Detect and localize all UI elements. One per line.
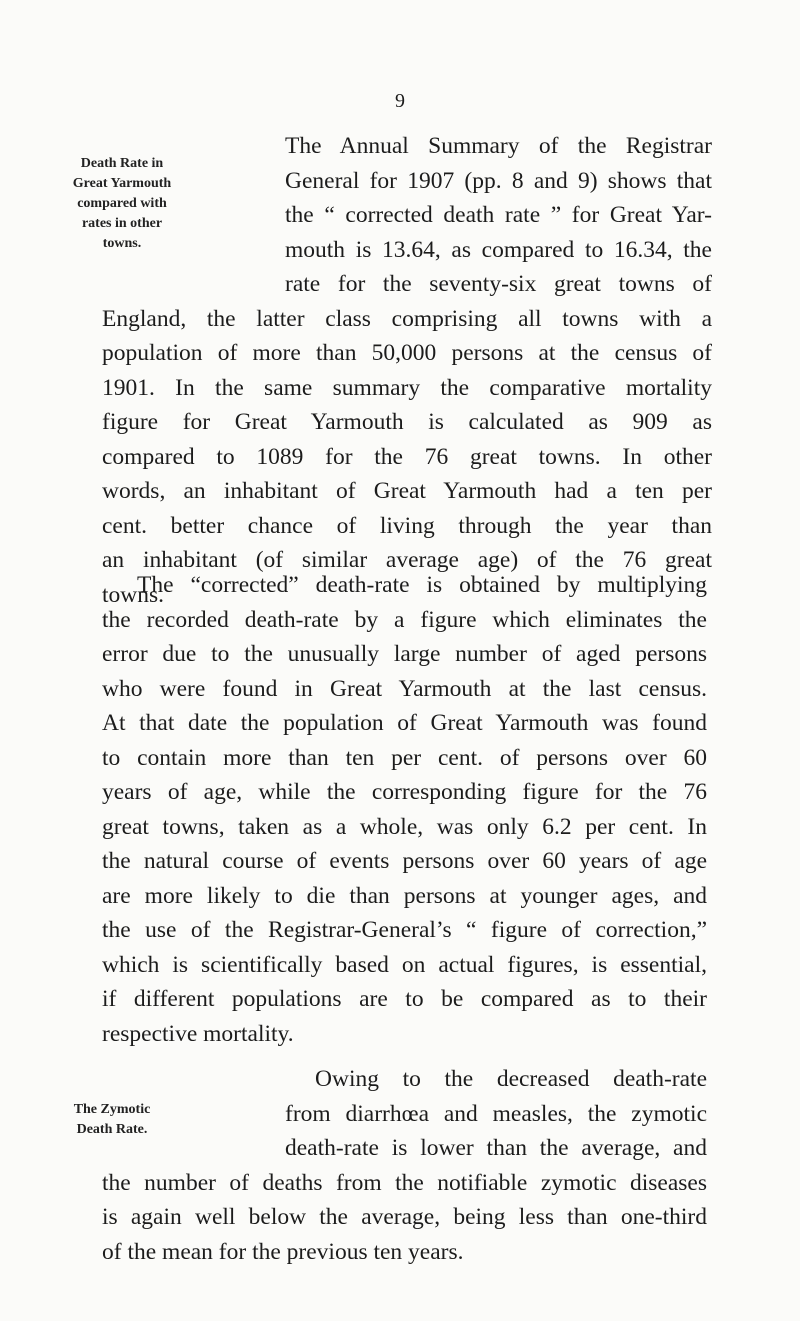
text-line: the use of the Registrar-General’s “ figure of correction,” [102,917,707,943]
text-line: of the mean for the previous ten years. [102,1238,464,1265]
text-line: the recorded death-rate by a figure which eliminates the [102,606,707,633]
text-line: The Annual Summary of the Registrar [285,133,712,159]
text-line: words, an inhabitant of Great Yarmouth had a ten per [102,478,712,504]
text-line: population of more than 50,000 persons at the census of [102,340,712,366]
text-line: figure for Great Yarmouth is calculated as 909 as [102,409,712,435]
paragraph-death-rate-comparison [102,129,712,612]
text-line: the “ corrected death rate ” for Great Yar- [285,202,712,228]
text-line: are more likely to die than persons at younger ages, and [102,882,707,909]
text-line: the natural course of events persons over 60 years of age [102,848,707,874]
text-line: which is scientifically based on actual figures, is essential, [102,951,707,978]
text-line: The “corrected” death-rate is obtained by multiplying [137,572,707,598]
text-line: At that date the population of Great Yarmouth was found [102,710,707,736]
text-line: cent. better chance of living through the year than [102,512,712,539]
text-line: an inhabitant (of similar average age) of the 76 great [102,547,712,573]
text-line: great towns, taken as a whole, was only 6.2 per cent. In [102,813,707,840]
page-number: 9 [395,90,405,112]
margin-note-line: towns. [102,236,142,251]
margin-note-line: Great Yarmouth [72,176,172,191]
text-line: from diarrhœa and measles, the zymotic [285,1100,707,1127]
margin-note-line: compared with [77,196,167,211]
text-line: mouth is 13.64, as compared to 16.34, the [285,236,712,263]
text-line: years of age, while the corresponding figure for the 76 [102,779,707,805]
text-line: General for 1907 (pp. 8 and 9) shows that [285,167,712,194]
text-line: who were found in Great Yarmouth at the last census. [102,675,707,702]
text-line: if different populations are to be compared as to their [102,986,707,1012]
text-line: death-rate is lower than the average, and [285,1135,707,1161]
paragraph-zymotic-death-rate [102,1062,707,1269]
text-line: to contain more than ten per cent. of persons over 60 [102,744,707,771]
text-line: error due to the unusually large number of aged persons [102,641,707,667]
text-line: England, the latter class comprising all towns with a [102,305,712,332]
text-line: rate for the seventy-six great towns of [285,271,712,297]
margin-note-line: Death Rate in [80,156,164,171]
text-line: the number of deaths from the notifiable zymotic diseases [102,1169,707,1196]
margin-note-line: Death Rate. [76,1122,148,1137]
text-line: Owing to the decreased death-rate [315,1066,707,1092]
text-line: towns. [102,581,165,608]
text-line: is again well below the average, being less than one-third [102,1204,707,1230]
text-line: respective mortality. [102,1020,294,1047]
margin-note-line: rates in other [81,216,163,231]
paragraph-corrected-death-rate [102,568,707,1051]
text-line: 1901. In the same summary the comparative mortality [102,374,712,401]
margin-note-line: The Zymotic [73,1102,151,1117]
text-line: compared to 1089 for the 76 great towns. In other [102,443,712,470]
